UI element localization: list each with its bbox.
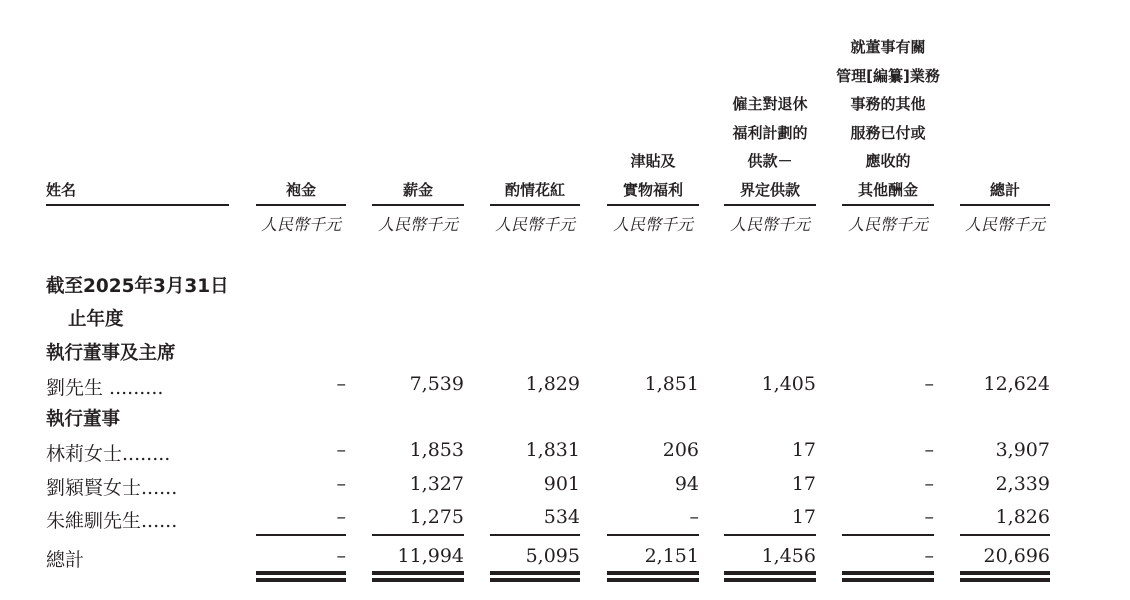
other-total: –: [924, 545, 934, 567]
salary-value: 1,275: [409, 506, 464, 528]
section-exec-chair: 執行董事及主席: [46, 343, 176, 364]
other-value: –: [924, 473, 934, 495]
salary-value: 1,853: [409, 439, 464, 461]
header-name: 姓名: [46, 181, 77, 199]
salary-value: 7,539: [409, 373, 464, 395]
header-pension-line: 供款－: [747, 152, 793, 170]
subtotal-rule: [724, 534, 816, 536]
allowance-value: –: [689, 506, 699, 528]
header-rule: [256, 204, 346, 206]
director-name: 林莉女士........: [46, 443, 171, 465]
salary-value: 1,327: [409, 473, 464, 495]
pension-value: 1,405: [761, 373, 816, 395]
fees-value: –: [336, 373, 346, 395]
unit-label: 人民幣千元: [612, 215, 693, 234]
director-name: 劉先生 .........: [46, 377, 164, 399]
total-value: 2,339: [995, 473, 1050, 495]
section-exec: 執行董事: [46, 409, 121, 430]
fees-total: –: [336, 545, 346, 567]
header-pension-line: 界定供款: [739, 180, 800, 199]
director-name: 劉潁賢女士......: [46, 477, 178, 499]
unit-label: 人民幣千元: [377, 215, 458, 234]
header-rule: [46, 204, 229, 206]
grand-total: 20,696: [983, 545, 1050, 567]
total-value: 12,624: [983, 373, 1050, 395]
fees-value: –: [336, 439, 346, 461]
header-rule: [372, 204, 464, 206]
unit-label: 人民幣千元: [964, 215, 1045, 234]
allowance-value: 206: [662, 439, 699, 461]
total-label: 總計: [46, 549, 85, 571]
subtotal-rule: [490, 534, 580, 536]
subtotal-rule: [256, 534, 346, 536]
bonus-value: 1,829: [525, 373, 580, 395]
fees-value: –: [336, 473, 346, 495]
header-rule: [842, 204, 934, 206]
header-allowance: [607, 147, 699, 204]
header-salary: 薪金: [402, 181, 433, 199]
other-value: –: [924, 439, 934, 461]
fees-value: –: [336, 506, 346, 528]
subtotal-rule: [960, 534, 1050, 536]
period-heading: 截至2025年3月31日: [46, 276, 229, 297]
header-other-line: 其他酬金: [857, 180, 918, 199]
header-allowance-line: 津貼及: [630, 152, 676, 170]
header-rule: [724, 204, 816, 206]
subtotal-rule: [372, 534, 464, 536]
header-other-line: 就董事有關: [850, 38, 926, 56]
period-heading-cont: 止年度: [68, 309, 124, 330]
header-fees: 袍金: [285, 181, 316, 199]
header-rule: [490, 204, 580, 206]
header-other: [818, 33, 958, 204]
header-other-line: 服務已付或: [850, 123, 926, 142]
bonus-value: 1,831: [525, 439, 580, 461]
bonus-value: 901: [543, 473, 580, 495]
header-total: 總計: [989, 181, 1020, 199]
other-value: –: [924, 373, 934, 395]
subtotal-rule: [607, 534, 699, 536]
unit-label: 人民幣千元: [260, 215, 341, 234]
unit-label: 人民幣千元: [847, 215, 928, 234]
pension-total: 1,456: [761, 545, 816, 567]
director-name: 朱維馴先生......: [46, 510, 178, 532]
header-pension: [720, 90, 820, 204]
header-other-line: 管理[編纂]業務: [836, 66, 940, 85]
bonus-value: 534: [543, 506, 580, 528]
header-bonus: 酌情花紅: [504, 181, 565, 199]
total-value: 1,826: [995, 506, 1050, 528]
pension-value: 17: [791, 506, 816, 528]
total-value: 3,907: [995, 439, 1050, 461]
other-value: –: [924, 506, 934, 528]
allowance-value: 1,851: [644, 373, 699, 395]
header-pension-line: 福利計劃的: [732, 123, 808, 142]
header-rule: [607, 204, 699, 206]
header-allowance-line: 實物福利: [622, 180, 683, 199]
bonus-total: 5,095: [525, 545, 580, 567]
allowance-value: 94: [674, 473, 699, 495]
unit-label: 人民幣千元: [494, 215, 575, 234]
subtotal-rule: [842, 534, 934, 536]
salary-total: 11,994: [397, 545, 464, 567]
pension-value: 17: [791, 439, 816, 461]
header-pension-line: 僱主對退休: [732, 95, 808, 113]
header-rule: [960, 204, 1050, 206]
header-other-line: 應收的: [865, 152, 911, 170]
pension-value: 17: [791, 473, 816, 495]
unit-label: 人民幣千元: [729, 215, 810, 234]
allowance-total: 2,151: [644, 545, 699, 567]
header-other-line: 事務的其他: [850, 95, 926, 113]
